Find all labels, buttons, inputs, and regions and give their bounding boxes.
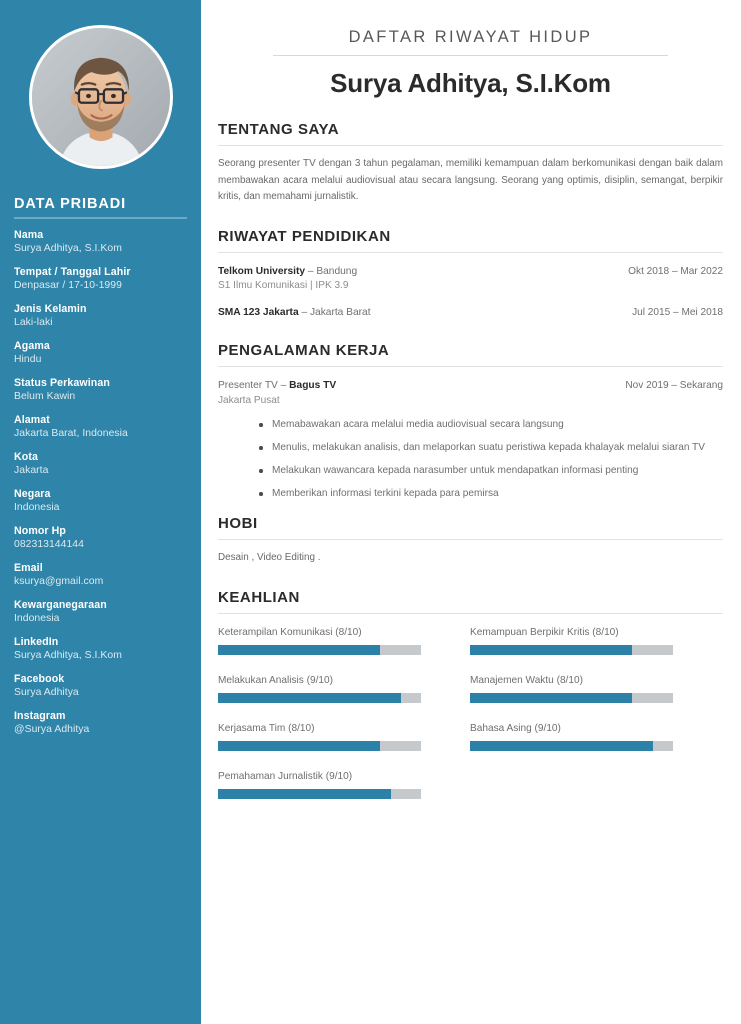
list-item: Melakukan wawancara kepada narasumber untuk mendapatkan informasi penting: [259, 463, 723, 478]
section-divider: [218, 252, 723, 253]
field-label: Tempat / Tanggal Lahir: [14, 266, 131, 278]
experience-role-line: [218, 379, 336, 394]
profile-photo-icon: [32, 28, 170, 166]
skill-label: Melakukan Analisis (9/10): [218, 674, 334, 686]
skill-item: [470, 722, 673, 751]
personal-field: [14, 450, 187, 478]
section-divider: [218, 366, 723, 367]
skills-grid: [218, 626, 723, 818]
title-divider: [273, 55, 668, 56]
section-title: PENGALAMAN KERJA: [218, 342, 390, 359]
section-about: [218, 121, 723, 206]
experience-entry: [218, 379, 723, 501]
personal-field: [14, 709, 187, 737]
personal-field: [14, 265, 187, 293]
field-label: Kota: [14, 451, 38, 463]
skill-item: [470, 674, 673, 703]
skill-fill: [470, 693, 632, 703]
personal-field: [14, 561, 187, 589]
hobby-text: Desain , Video Editing .: [218, 552, 321, 563]
main-content: [201, 0, 741, 1024]
field-label: Instagram: [14, 710, 66, 722]
education-date: Okt 2018 – Mar 2022: [628, 265, 723, 277]
separator: –: [277, 380, 290, 391]
section-divider: [218, 613, 723, 614]
institution-location: Bandung: [316, 265, 358, 277]
skill-track: [218, 789, 421, 799]
field-value: Jakarta: [14, 465, 49, 476]
field-value: Indonesia: [14, 613, 60, 624]
personal-field: [14, 524, 187, 552]
field-label: Agama: [14, 340, 50, 352]
section-experience: [218, 342, 723, 501]
field-value: Surya Adhitya, S.I.Kom: [14, 243, 122, 254]
field-value: Jakarta Barat, Indonesia: [14, 428, 128, 439]
personal-field: [14, 672, 187, 700]
skill-fill: [218, 645, 380, 655]
field-label: Status Perkawinan: [14, 377, 110, 389]
sidebar-heading: DATA PRIBADI: [14, 196, 127, 212]
skill-label: Kerjasama Tim (8/10): [218, 722, 315, 734]
skill-track: [218, 645, 421, 655]
sidebar-heading-divider: [14, 217, 187, 219]
field-label: Facebook: [14, 673, 65, 685]
field-label: Negara: [14, 488, 51, 500]
field-value: Surya Adhitya: [14, 687, 79, 698]
personal-field: [14, 413, 187, 441]
section-hobby: [218, 515, 723, 567]
section-education: [218, 228, 723, 321]
skill-track: [470, 693, 673, 703]
skill-item: [218, 626, 421, 655]
field-value: ksurya@gmail.com: [14, 576, 104, 587]
skill-track: [218, 741, 421, 751]
experience-bullet-list: [218, 417, 723, 501]
section-divider: [218, 539, 723, 540]
field-value: @Surya Adhitya: [14, 724, 90, 735]
education-institution-line: [218, 265, 357, 280]
section-skills: [218, 589, 723, 818]
personal-field: [14, 635, 187, 663]
field-label: Jenis Kelamin: [14, 303, 87, 315]
field-label: Email: [14, 562, 43, 574]
education-entry: [218, 265, 723, 294]
field-value: Laki-laki: [14, 317, 53, 328]
field-value: Surya Adhitya, S.I.Kom: [14, 650, 122, 661]
field-label: Alamat: [14, 414, 50, 426]
field-value: Belum Kawin: [14, 391, 76, 402]
job-role: Presenter TV: [218, 380, 278, 391]
personal-field: [14, 302, 187, 330]
section-title: HOBI: [218, 515, 258, 532]
experience-location: Jakarta Pusat: [218, 394, 280, 406]
skill-track: [470, 741, 673, 751]
skill-fill: [218, 693, 401, 703]
section-title: TENTANG SAYA: [218, 121, 340, 138]
education-date: Jul 2015 – Mei 2018: [632, 306, 723, 318]
education-entry: [218, 306, 723, 321]
sidebar: [0, 0, 201, 1024]
skill-track: [470, 645, 673, 655]
skill-fill: [470, 741, 653, 751]
about-text: Seorang presenter TV dengan 3 tahun pegalaman, memiliki kemampuan dalam berkomunikasi dengan baik dalam membawakan acara melalui audiovisual atau secara langsung. Seorang yang optimis, disiplin, semangat, berpikir kritis, dan memahami jurnalistik.: [218, 158, 723, 202]
separator: –: [298, 306, 310, 318]
section-divider: [218, 145, 723, 146]
skill-label: Bahasa Asing (9/10): [470, 722, 561, 734]
field-value: Indonesia: [14, 502, 60, 513]
field-value: Hindu: [14, 354, 42, 365]
skill-track: [218, 693, 421, 703]
education-institution-line: [218, 306, 371, 321]
field-value: Denpasar / 17-10-1999: [14, 280, 122, 291]
institution-name: SMA 123 Jakarta: [218, 306, 299, 318]
separator: –: [305, 265, 317, 277]
skill-item: [218, 770, 421, 799]
experience-date: Nov 2019 – Sekarang: [625, 380, 723, 391]
field-label: Nama: [14, 229, 44, 241]
list-item: Menulis, melakukan analisis, dan melaporkan suatu peristiwa kepada khalayak melalui siaran TV: [259, 440, 723, 455]
skill-fill: [470, 645, 632, 655]
section-title: RIWAYAT PENDIDIKAN: [218, 227, 391, 245]
field-value: 082313144144: [14, 539, 84, 550]
page-title: Surya Adhitya, S.I.Kom: [330, 68, 611, 98]
field-label: Nomor Hp: [14, 525, 66, 537]
skill-label: Keterampilan Komunikasi (8/10): [218, 626, 362, 638]
field-label: LinkedIn: [14, 636, 59, 648]
skill-label: Pemahaman Jurnalistik (9/10): [218, 770, 353, 782]
list-item: Memabawakan acara melalui media audiovisual secara langsung: [259, 417, 723, 432]
company-name: Bagus TV: [289, 380, 337, 391]
field-label: Kewarganegaraan: [14, 599, 107, 611]
skill-fill: [218, 741, 380, 751]
list-item: Memberikan informasi terkini kepada para pemirsa: [259, 486, 723, 501]
skill-label: Manajemen Waktu (8/10): [470, 674, 583, 686]
skill-item: [470, 626, 673, 655]
education-detail: S1 Ilmu Komunikasi | IPK 3.9: [218, 280, 349, 291]
personal-field: [14, 598, 187, 626]
personal-field: [14, 228, 187, 256]
skill-item: [218, 674, 421, 703]
skill-item: [218, 722, 421, 751]
personal-field: [14, 339, 187, 367]
personal-field: [14, 487, 187, 515]
institution-location: Jakarta Barat: [309, 306, 371, 318]
personal-data-panel: [0, 196, 201, 746]
section-title: KEAHLIAN: [218, 588, 300, 606]
avatar: [29, 25, 173, 169]
personal-field: [14, 376, 187, 404]
skill-label: Kemampuan Berpikir Kritis (8/10): [470, 626, 619, 638]
institution-name: Telkom University: [218, 265, 306, 277]
document-title: DAFTAR RIWAYAT HIDUP: [348, 28, 593, 46]
skill-fill: [218, 789, 391, 799]
